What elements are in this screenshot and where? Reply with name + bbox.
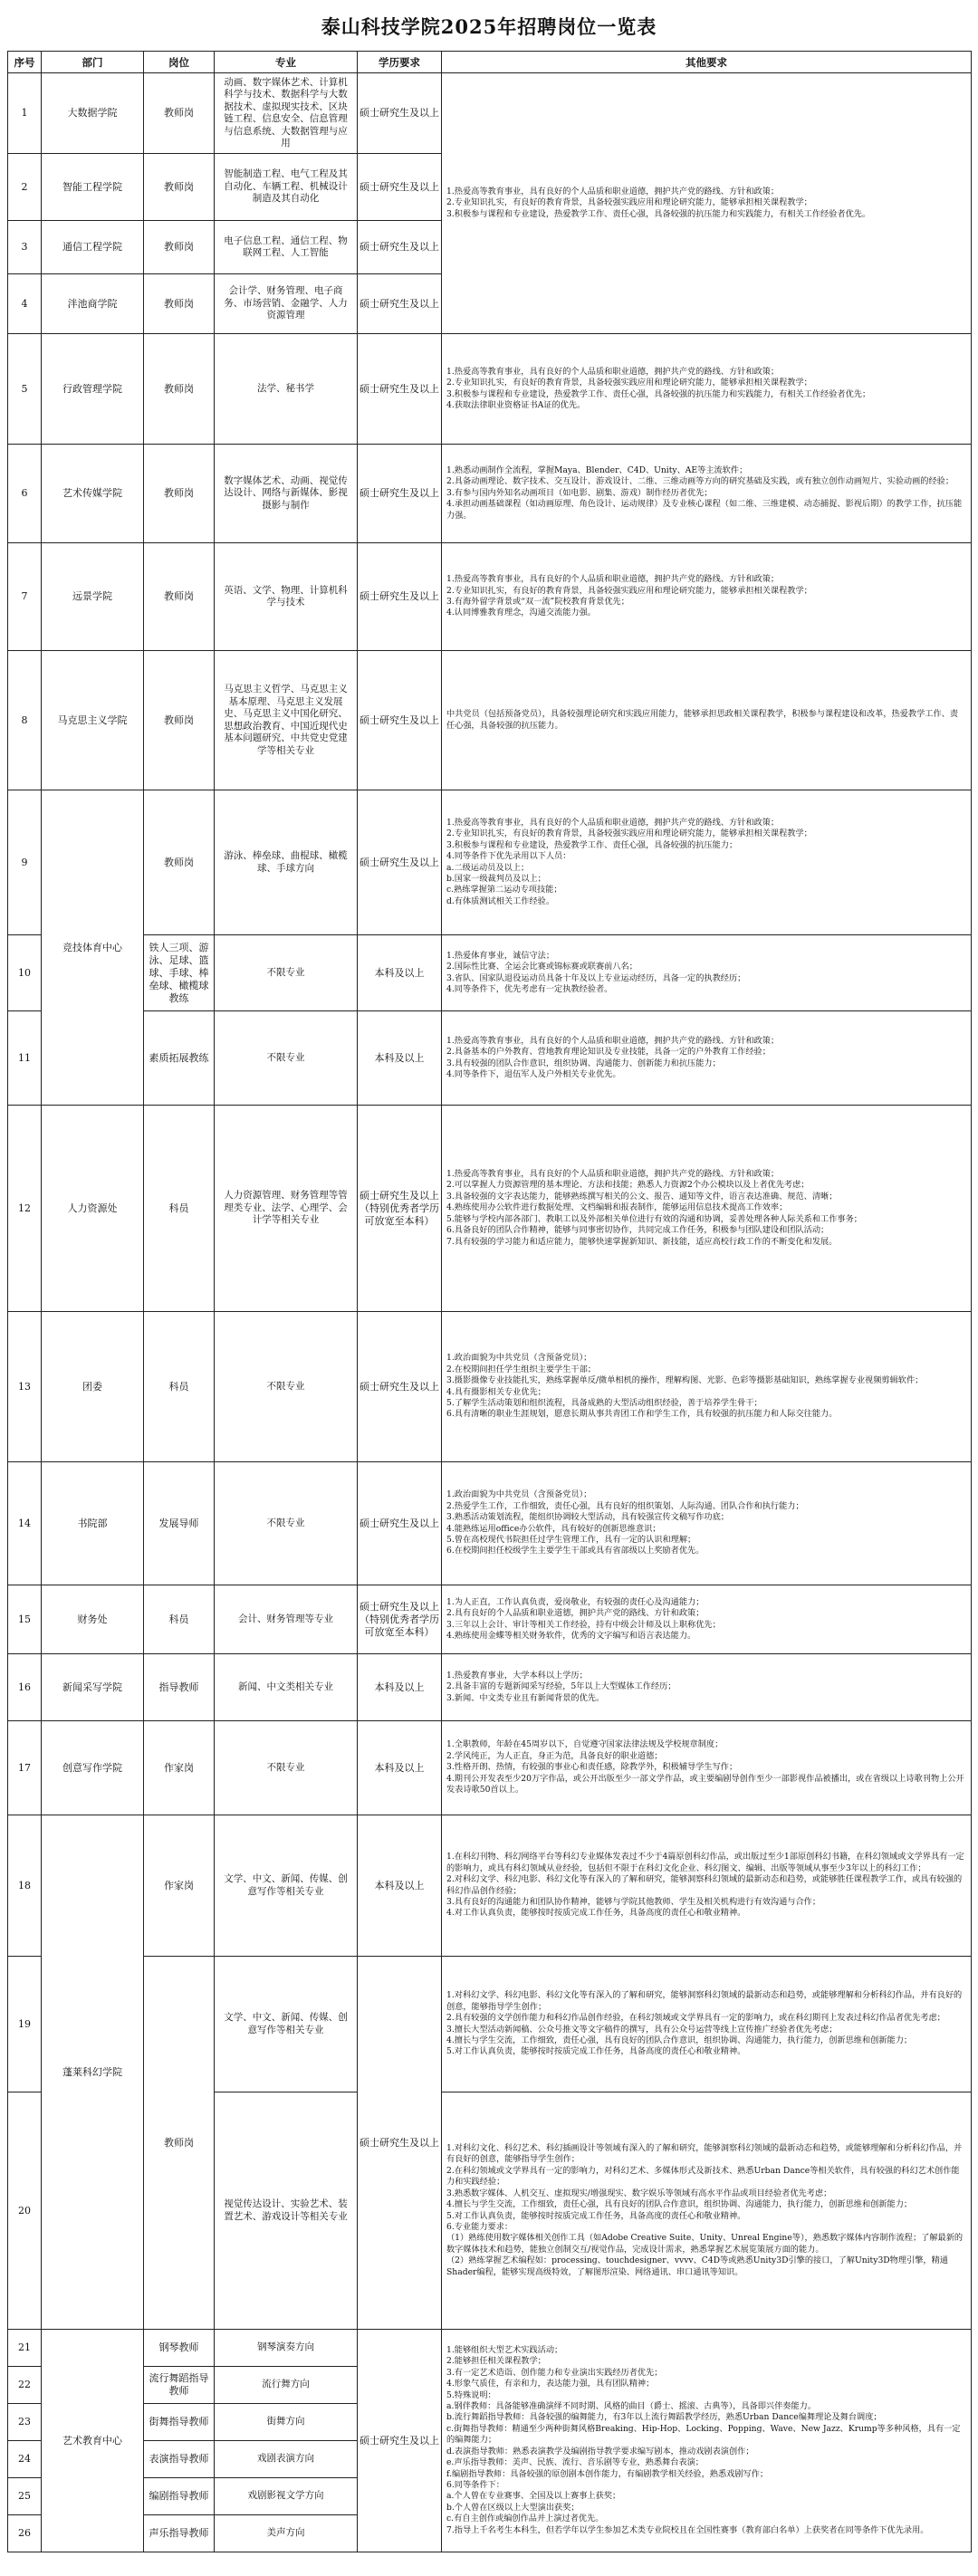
requirement-line: 1.政治面貌为中共党员（含预备党员）；	[446, 1353, 592, 1364]
cell-no: 13	[8, 1312, 42, 1462]
requirement-line: c.街舞指导教师：精通至少两种街舞风格Breaking、Hip-Hop、Locking、Popping、Wave、New Jazz、Krump等多种风格，具有一定的编舞能力；	[446, 2423, 961, 2446]
header-req: 其他要求	[442, 52, 972, 73]
table-row	[8, 73, 972, 154]
requirement-line: 中共党员（包括预备党员），具备较强理论研究和实践应用能力，能够承担思政相关课程教学，积极参与课程建设和改革，热爱教学工作、责任心强，具备较强的抗压能力。	[446, 709, 959, 731]
cell-edu: 硕士研究生及以上	[358, 543, 442, 651]
requirement-line: 3.有参与国内外知名动画项目（如电影、剧集、游戏）制作经历者优先；	[446, 487, 713, 498]
requirement-line: 2.专业知识扎实，有良好的教育背景，具备较强实践应用和理论研究能力，能够承担相关课程教学；	[446, 197, 812, 208]
cell-edu: 本科及以上	[358, 1654, 442, 1721]
requirement-line: a.个人曾在专业赛事、全国及以上赛事上获奖；	[446, 2491, 621, 2502]
cell-no: 5	[8, 334, 42, 445]
cell-post: 教师岗	[144, 790, 215, 935]
cell-dept: 蓬莱科幻学院	[42, 1815, 144, 2330]
requirement-line: 2.具备丰富的专题新闻采写经验，5年以上大型媒体工作经历；	[446, 1681, 676, 1692]
requirement-line: 1.热爱高等教育事业，具有良好的个人品质和职业道德，拥护共产党的路线、方针和政策；	[446, 366, 780, 377]
requirement-line: b.个人曾在区级以上大型演出获奖；	[446, 2502, 580, 2513]
cell-edu: 本科及以上	[358, 1815, 442, 1957]
requirement-line: 3.省队、国家队退役运动员具备十年及以上专业运动经历，具备一定的执教经历；	[446, 972, 746, 983]
table-row	[8, 935, 972, 1011]
requirement-line: 1.热爱高等教育事业，具有良好的个人品质和职业道德，拥护共产党的路线、方针和政策；	[446, 817, 780, 828]
table-row	[8, 651, 972, 790]
requirement-line: 3.熟悉数字媒体、人机交互、虚拟现实/增强现实、数字娱乐等领域有高水平作品或项目经验者优先考虑；	[446, 2188, 832, 2198]
cell-major: 英语、文学、物理、计算机科学与技术	[215, 543, 358, 651]
cell-req	[442, 1585, 972, 1654]
cell-req	[442, 1957, 972, 2092]
table-row	[8, 1654, 972, 1721]
cell-major: 文学、中文、新闻、传媒、创意写作等相关专业	[215, 1815, 358, 1957]
cell-req	[442, 73, 972, 334]
cell-edu: 硕士研究生及以上	[358, 221, 442, 274]
cell-req	[442, 1462, 972, 1585]
requirement-line: 1.热爱教育事业，大学本科以上学历；	[446, 1670, 588, 1681]
table-row	[8, 1721, 972, 1815]
cell-req	[442, 2330, 972, 2552]
cell-no: 21	[8, 2330, 42, 2367]
cell-dept: 财务处	[42, 1585, 144, 1654]
cell-no: 11	[8, 1011, 42, 1106]
cell-dept: 通信工程学院	[42, 221, 144, 274]
cell-major: 动画、数字媒体艺术、计算机科学与技术、数据科学与大数据技术、虚拟现实技术、区块链工程、信息安全、信息管理与信息系统、大数据管理与应用	[215, 73, 358, 154]
cell-no: 17	[8, 1721, 42, 1815]
cell-major: 会计学、财务管理、电子商务、市场营销、金融学、人力资源管理	[215, 274, 358, 334]
requirement-line: 4.同等条件下，退伍军人及户外相关专业优先。	[446, 1068, 621, 1079]
requirement-line: 5.能够与学校内部各部门、教职工以及外部相关单位进行有效的沟通和协调，妥善处理各种人际关系和工作事务；	[446, 1213, 862, 1224]
cell-post: 素质拓展教练	[144, 1011, 215, 1106]
cell-edu: 硕士研究生及以上	[358, 154, 442, 221]
table-header-row	[8, 52, 972, 73]
cell-post: 作家岗	[144, 1721, 215, 1815]
requirement-line: 6.同等条件下：	[446, 2479, 504, 2490]
requirement-line: 1.热爱高等教育事业，具有良好的个人品质和职业道德，拥护共产党的路线、方针和政策；	[446, 186, 780, 196]
cell-req	[442, 1721, 972, 1815]
requirement-line: 4.对工作认真负责，能够按时按质完成工作任务，具备高度的责任心和敬业精神。	[446, 1908, 746, 1919]
requirement-line: c.有自主创作或编创作品并上演过者优先。	[446, 2514, 604, 2524]
cell-post: 科员	[144, 1106, 215, 1312]
requirement-line: 6.在校期间担任校级学生主要学生干部或具有省部级以上奖励者优先。	[446, 1546, 705, 1556]
requirement-line: d.有体质测试相关工作经验。	[446, 895, 555, 906]
cell-post: 流行舞蹈指导教师	[144, 2367, 215, 2404]
cell-major: 会计、财务管理等专业	[215, 1585, 358, 1654]
requirement-line: 2.具有良好的个人品质和职业道德，拥护共产党的路线、方针和政策；	[446, 1608, 705, 1619]
requirement-line: 2.在科幻领域或文学界具有一定的影响力，对科幻艺术、多媒体形式及新技术、熟悉Urban Dance等相关软件，具有较强的科幻艺术创作能力和实践经验；	[446, 2165, 960, 2188]
cell-no: 16	[8, 1654, 42, 1721]
cell-dept: 大数据学院	[42, 73, 144, 154]
table-row	[8, 334, 972, 445]
cell-no: 23	[8, 2404, 42, 2441]
cell-req	[442, 543, 972, 651]
requirement-line: 5.对工作认真负责，能够按时按质完成工作任务，具备高度的责任心和敬业精神。	[446, 2210, 746, 2221]
table-row	[8, 1462, 972, 1585]
cell-no: 3	[8, 221, 42, 274]
requirement-line: 6.专业能力要求：	[446, 2221, 513, 2232]
requirement-line: 2.国际性比赛、全运会比赛或锦标赛或联赛前八名；	[446, 962, 638, 972]
cell-major: 不限专业	[215, 1462, 358, 1585]
cell-no: 2	[8, 154, 42, 221]
requirement-line: 3.积极参与课程和专业建设，热爱教学工作、责任心强，具备较强的抗压能力和实践能力，有相关工作经验者优先；	[446, 388, 871, 399]
cell-no: 8	[8, 651, 42, 790]
requirement-line: b.流行舞蹈指导教师：具备较强的编舞能力，有3年以上流行舞蹈教学经历，熟悉Urban Dance编舞理论及舞台调度；	[446, 2412, 882, 2423]
cell-dept: 艺术传媒学院	[42, 445, 144, 543]
requirement-line: 1.热爱高等教育事业，具有良好的个人品质和职业道德，拥护共产党的路线、方针和政策；	[446, 1035, 780, 1046]
cell-post: 编剧指导教师	[144, 2478, 215, 2515]
requirement-line: a.钢伴教师：具备能够准确演绎不同时期、风格的曲目（爵士、摇滚、古典等），具备即兴伴奏能力。	[446, 2401, 817, 2412]
cell-major: 马克思主义哲学、马克思主义基本原理、马克思主义发展史、马克思主义中国化研究、思想政治教育、中国近现代史基本问题研究、中共党史党建学等相关专业	[215, 651, 358, 790]
cell-post: 教师岗	[144, 274, 215, 334]
cell-dept: 团委	[42, 1312, 144, 1462]
requirement-line: e.声乐指导教师：美声、民族、流行、音乐剧等专业，熟悉舞台表演；	[446, 2457, 704, 2468]
requirement-line: 1.在科幻刊物、科幻网络平台等科幻专业媒体发表过不少于4篇原创科幻作品，或出版过至少1部原创科幻书籍，在科幻领域或文学界具有一定的影响力，或具有科幻领域从业经验，包括但不限于在科幻文化企业、科幻图文、编辑、出版等领域从事至少3年以上的科幻工作；	[446, 1852, 964, 1873]
cell-post: 教师岗	[144, 334, 215, 445]
requirement-line: 2.专业知识扎实，有良好的教育背景，具备较强实践应用和理论研究能力，能够承担相关课程教学；	[446, 828, 812, 839]
cell-major: 数字媒体艺术、动画、视觉传达设计、网络与新媒体、影视摄影与制作	[215, 445, 358, 543]
requirement-line: 3.积极参与课程和专业建设，热爱教学工作、责任心强，具备较强的抗压能力；	[446, 839, 738, 850]
cell-major: 法学、秘书学	[215, 334, 358, 445]
cell-no: 10	[8, 935, 42, 1011]
requirement-line: 4.获取法律职业资格证书A证的优先。	[446, 399, 586, 410]
cell-major: 智能制造工程、电气工程及其自动化、车辆工程、机械设计制造及其自动化	[215, 154, 358, 221]
requirement-line: 4.熟练使用办公软件进行数据处理、文档编辑和报表制作，能够运用信息技术提高工作效率；	[446, 1202, 788, 1213]
cell-no: 25	[8, 2478, 42, 2515]
cell-edu: 硕士研究生及以上	[358, 445, 442, 543]
requirement-line: 1.能够组织大型艺术实践活动；	[446, 2345, 563, 2356]
cell-major: 钢琴演奏方向	[215, 2330, 358, 2367]
table-row	[8, 790, 972, 935]
cell-no: 18	[8, 1815, 42, 1957]
requirement-line: 2.专业知识扎实，有良好的教育背景，具备较强实践应用和理论研究能力，能够承担相关课程教学；	[446, 378, 812, 388]
table-row	[8, 2330, 972, 2367]
requirement-line: 1.对科幻文学、科幻电影、科幻文化等有深入的了解和研究，能够洞察科幻领域的最新动态和趋势，或能够理解和分析科幻作品，并有良好的创意，能够指导学生创作；	[446, 1990, 963, 2012]
cell-dept: 行政管理学院	[42, 334, 144, 445]
cell-no: 14	[8, 1462, 42, 1585]
requirement-line: 2.具备动画理论、数字技术、交互设计、游戏设计、二维、三维动画等方向的研究基础及实践，或有独立创作动画短片、实验动画的经验；	[446, 476, 954, 487]
cell-post: 指导教师	[144, 1654, 215, 1721]
cell-req	[442, 935, 972, 1011]
cell-edu: 硕士研究生及以上	[358, 2330, 442, 2552]
requirement-line: 2.热爱学生工作，工作细致，责任心强，具有良好的组织策划、人际沟通、团队合作和执行能力；	[446, 1500, 804, 1511]
cell-post: 教师岗	[144, 651, 215, 790]
cell-major: 视觉传达设计、实验艺术、装置艺术、游戏设计等相关专业	[215, 2092, 358, 2330]
cell-edu: 硕士研究生及以上	[358, 1957, 442, 2330]
table-row	[8, 1011, 972, 1106]
cell-post: 铁人三项、游泳、足球、篮球、手球、棒垒球、橄榄球教练	[144, 935, 215, 1011]
cell-dept: 创意写作学院	[42, 1721, 144, 1815]
requirement-line: 3.擅长大型活动新闻稿、公众号推文等文字稿件的撰写，具有公众号运营等线上宣传推广经验者优先考虑；	[446, 2024, 838, 2035]
requirement-line: 4.擅长与学生交流，工作细致，责任心强，具有良好的团队合作意识，组织协调、沟通能力，执行能力，创新思维和创新能力；	[446, 2199, 913, 2210]
cell-req	[442, 334, 972, 445]
requirement-line: 5.特殊说明：	[446, 2389, 496, 2400]
cell-post: 教师岗	[144, 445, 215, 543]
cell-no: 12	[8, 1106, 42, 1312]
table-row	[8, 1312, 972, 1462]
cell-dept: 新闻采写学院	[42, 1654, 144, 1721]
requirement-line: 1.热爱高等教育事业，具有良好的个人品质和职业道德，拥护共产党的路线、方针和政策；	[446, 1169, 780, 1180]
cell-major: 不限专业	[215, 1312, 358, 1462]
cell-no: 7	[8, 543, 42, 651]
cell-req	[442, 1815, 972, 1957]
requirement-line: 1.政治面貌为中共党员（含预备党员）；	[446, 1489, 592, 1500]
requirement-line: 1.熟悉动画制作全流程，掌握Maya、Blender、C4D、Unity、AE等主流软件；	[446, 464, 748, 475]
table-row	[8, 1815, 972, 1957]
requirement-line: 1.对科幻文化、科幻艺术、科幻插画设计等领域有深入的了解和研究，能够洞察科幻领域的最新动态和趋势，或能够理解和分析科幻作品，并有良好的创意，能够指导学生创作；	[446, 2143, 963, 2165]
cell-edu: 硕士研究生及以上	[358, 790, 442, 935]
cell-post: 表演指导教师	[144, 2441, 215, 2478]
cell-no: 15	[8, 1585, 42, 1654]
cell-post: 教师岗	[144, 1957, 215, 2330]
requirement-line: 2.在校期间担任学生组织主要学生干部；	[446, 1364, 596, 1374]
cell-edu: 硕士研究生及以上	[358, 1312, 442, 1462]
requirement-line: 2.能够担任相关课程教学；	[446, 2356, 546, 2367]
cell-post: 教师岗	[144, 154, 215, 221]
requirement-line: 4.同等条件下优先录用以下人员：	[446, 851, 571, 862]
cell-req	[442, 1654, 972, 1721]
requirement-line: 1.热爱高等教育事业，具有良好的个人品质和职业道德，拥护共产党的路线、方针和政策；	[446, 574, 780, 585]
cell-edu: 本科及以上	[358, 935, 442, 1011]
requirement-line: 7.具有较强的学习能力和适应能力，能够快速掌握新知识、新技能，适应高校行政工作的不断变化和发展。	[446, 1236, 838, 1247]
cell-no: 24	[8, 2441, 42, 2478]
cell-req	[442, 1011, 972, 1106]
cell-edu: 硕士研究生及以上（特别优秀者学历可放宽至本科）	[358, 1106, 442, 1312]
cell-no: 4	[8, 274, 42, 334]
cell-major: 不限专业	[215, 935, 358, 1011]
cell-dept: 人力资源处	[42, 1106, 144, 1312]
requirement-line: 4.认同博雅教育理念，沟通交流能力强。	[446, 608, 596, 618]
requirement-line: 3.具备较强的文字表达能力，能够熟练撰写相关的公文、报告、通知等文件，语言表达准确、规范、清晰；	[446, 1191, 838, 1202]
cell-edu: 硕士研究生及以上	[358, 1462, 442, 1585]
cell-post: 教师岗	[144, 221, 215, 274]
cell-no: 22	[8, 2367, 42, 2404]
requirement-line: 1.为人正直，工作认真负责，爱岗敬业，有较强的责任心及沟通能力；	[446, 1596, 705, 1607]
cell-edu: 硕士研究生及以上	[358, 651, 442, 790]
requirement-line: 1.热爱体育事业，诚信守法；	[446, 950, 555, 961]
cell-edu: 本科及以上	[358, 1011, 442, 1106]
requirement-line: f.编剧指导教师：具备较强的原创剧本创作能力，有编剧教学相关经验，熟悉戏剧写作；	[446, 2468, 769, 2479]
cell-edu: 硕士研究生及以上（特别优秀者学历可放宽至本科）	[358, 1585, 442, 1654]
table-row	[8, 543, 972, 651]
header-no: 序号	[8, 52, 42, 73]
cell-req	[442, 651, 972, 790]
cell-edu: 硕士研究生及以上	[358, 334, 442, 445]
requirement-line: 2.可以掌握人力资源管理的基本理论、方法和技能；熟悉人力资源2个办公模块以及上者优先考虑；	[446, 1180, 810, 1191]
requirement-line: b.国家一级裁判员及以上；	[446, 873, 546, 884]
requirement-line: 1.全职教师，年龄在45周岁以下，自觉遵守国家法律法规及学校规章制度；	[446, 1739, 724, 1750]
cell-dept: 竞技体育中心	[42, 790, 144, 1106]
table-row	[8, 1957, 972, 2092]
requirement-line: c.熟练掌握第二运动专项技能；	[446, 885, 562, 895]
cell-edu: 本科及以上	[358, 1721, 442, 1815]
header-post: 岗位	[144, 52, 215, 73]
requirement-line: 3.具有较强的团队合作意识，组织协调、沟通能力、创新能力和抗压能力；	[446, 1058, 721, 1068]
requirement-line: （1）熟练使用数字媒体相关创作工具（如Adobe Creative Suite、Unity、Unreal Engine等），熟悉数字媒体内容制作流程；了解最新的数字媒体技术和趋势，能独立创制交互/视觉作品，完成设计需求，熟悉掌握艺术展览策展方面的能力。	[446, 2233, 964, 2255]
cell-req	[442, 2092, 972, 2330]
requirement-line: （2）熟练掌握艺术编程如：processing、touchdesigner、vvvv、C4D等或熟悉Unity3D引擎的接口，了解Unity3D物理引擎，精通Shader编程，能够实现高级特效，了解图形渲染、网络通讯、串口通讯等知识。	[446, 2255, 948, 2277]
cell-edu: 硕士研究生及以上	[358, 274, 442, 334]
cell-post: 教师岗	[144, 73, 215, 154]
cell-edu: 硕士研究生及以上	[358, 73, 442, 154]
cell-major: 游泳、棒垒球、曲棍球、橄榄球、手球方向	[215, 790, 358, 935]
requirement-line: d.表演指导教师：熟悉表演教学及编剧指导教学要求编写剧本，推动戏剧表演创作；	[446, 2446, 754, 2456]
requirement-line: 4.期刊公开发表至少20万字作品，或公开出版至少一部文学作品，或主要编剧导创作至少一部影视作品被播出，或在省级以上诗歌刊物上公开发表诗歌50首以上。	[446, 1773, 964, 1796]
cell-major: 不限专业	[215, 1721, 358, 1815]
requirement-line: 3.具有良好的沟通能力和团队协作精神，能够与学院其他教师、学生及相关机构进行有效沟通与合作；	[446, 1896, 821, 1907]
requirement-line: 4.形象气质佳，有亲和力，表达能力强，具有团队精神；	[446, 2379, 655, 2389]
requirement-line: 3.熟悉活动策划流程，能组织协调较大型活动，具有较强宣传文稿写作功底；	[446, 1512, 729, 1523]
requirement-line: 3.积极参与课程和专业建设，热爱教学工作、责任心强，具备较强的抗压能力和实践能力，有相关工作经验者优先。	[446, 208, 871, 219]
table-row	[8, 1106, 972, 1312]
cell-dept: 智能工程学院	[42, 154, 144, 221]
cell-req	[442, 445, 972, 543]
cell-major: 戏剧表演方向	[215, 2441, 358, 2478]
cell-req	[442, 790, 972, 935]
requirement-line: 3.三年以上会计、审计等相关工作经验，持有中级会计师及以上职称优先；	[446, 1619, 721, 1630]
cell-major: 街舞方向	[215, 2404, 358, 2441]
requirement-line: 3.有海外留学背景或“双一流”院校教育背景优先；	[446, 597, 629, 607]
requirement-line: 2.具有较强的文学创作能力和科幻作品创作经验，在科幻领域或文学界具有一定的影响力，或在科幻期刊上发表过科幻作品者优先考虑；	[446, 2013, 945, 2024]
requirement-line: 4.同等条件下，优先考虑有一定执教经验者。	[446, 983, 613, 994]
cell-req	[442, 1106, 972, 1312]
requirement-line: 4.承担动画基础课程（如动画原理、角色设计、运动规律）及专业核心课程（如二维、三维建模、动态捕捉、影视后期）的教学工作，抗压能力强。	[446, 499, 963, 521]
requirement-line: 3.性格开朗、热情，有较强的事业心和责任感，除教学外，积极辅导学生写作；	[446, 1762, 738, 1773]
cell-no: 19	[8, 1957, 42, 2092]
requirement-line: 4.能熟练运用office办公软件，具有较好的创新思维意识；	[446, 1523, 661, 1534]
cell-post: 科员	[144, 1585, 215, 1654]
cell-major: 文学、中文、新闻、传媒、创意写作等相关专业	[215, 1957, 358, 2092]
cell-dept: 远景学院	[42, 543, 144, 651]
header-major: 专业	[215, 52, 358, 73]
requirement-line: 3.新闻、中文类专业且有新闻背景的优先。	[446, 1692, 605, 1703]
requirement-line: 2.专业知识扎实，有良好的教育背景，具备较强实践应用和理论研究能力，能够承担相关课程教学；	[446, 585, 812, 596]
requirement-line: 5.对工作认真负责，能够按时按质完成工作任务，具备高度的责任心和敬业精神。	[446, 2046, 746, 2057]
requirement-line: 7.指导上千名考生本科生，但若学年以学生参加艺术类专业院校且在全国性赛事（教育部白名单）上获奖者在同等条件下优先录用。	[446, 2524, 929, 2535]
cell-post: 科员	[144, 1312, 215, 1462]
requirement-line: 2.学风纯正，为人正直，身正为范，具备良好的职业道德；	[446, 1750, 663, 1761]
cell-req	[442, 1312, 972, 1462]
page-title: 泰山科技学院2025年招聘岗位一览表	[321, 15, 657, 38]
header-dept: 部门	[42, 52, 144, 73]
cell-no: 6	[8, 445, 42, 543]
cell-no: 20	[8, 2092, 42, 2330]
cell-dept: 泮池商学院	[42, 274, 144, 334]
cell-post: 街舞指导教师	[144, 2404, 215, 2441]
cell-major: 戏剧影视文学方向	[215, 2478, 358, 2515]
requirement-line: 4.擅长与学生交流，工作细致，责任心强，具有良好的团队合作意识，组织协调、沟通能力，执行能力，创新思维和创新能力；	[446, 2035, 913, 2045]
cell-post: 钢琴教师	[144, 2330, 215, 2367]
requirement-line: 5.了解学生活动策划和组织流程，具备成熟的大型活动组织经验，善于培养学生骨干；	[446, 1397, 762, 1408]
cell-post: 声乐指导教师	[144, 2515, 215, 2552]
recruitment-table	[7, 51, 972, 2552]
cell-major: 新闻、中文类相关专业	[215, 1654, 358, 1721]
table-row	[8, 1585, 972, 1654]
requirement-line: 4.具有摄影相关专业优先；	[446, 1386, 546, 1397]
requirement-line: a.二级运动员及以上；	[446, 862, 530, 873]
requirement-line: 6.具有清晰的职业生涯规划，愿意长期从事共青团工作和学生工作，具有较强的抗压能力和人际交往能力。	[446, 1409, 838, 1420]
cell-post: 教师岗	[144, 543, 215, 651]
cell-no: 9	[8, 790, 42, 935]
cell-major: 美声方向	[215, 2515, 358, 2552]
cell-major: 流行舞方向	[215, 2367, 358, 2404]
cell-no: 1	[8, 73, 42, 154]
requirement-line: 5.曾在高校现代书院担任过学生管理工作，具有一定的认识和理解；	[446, 1534, 696, 1545]
cell-major: 电子信息工程、通信工程、物联网工程、人工智能	[215, 221, 358, 274]
cell-dept: 书院部	[42, 1462, 144, 1585]
requirement-line: 2.具备基本的户外教育、营地教育理论知识及专业技能，具备一定的户外教育工作经验；	[446, 1047, 771, 1058]
cell-post: 作家岗	[144, 1815, 215, 1957]
cell-dept: 艺术教育中心	[42, 2330, 144, 2552]
requirement-line: 4.熟练使用金蝶等相关财务软件，优秀的文字编写和语言表达能力。	[446, 1630, 696, 1641]
requirement-line: 6.具备良好的团队合作精神，能够与同事密切协作，共同完成工作任务，积极参与团队建设和团队活动；	[446, 1225, 829, 1236]
requirement-line: 3.摄影摄像专业技能扎实，熟练掌握单反/微单相机的操作，理解构图、光影、色彩等摄影基础知识，熟练掌握专业视频剪辑软件；	[446, 1375, 924, 1386]
requirement-line: 3.有一定艺术造诣、创作能力和专业演出实践经历者优先；	[446, 2367, 663, 2378]
requirement-line: 2.对科幻文学、科幻电影、科幻文化等有深入的了解和研究，能够洞察科幻领域的最新动态和趋势，或能够胜任课程教学工作，或具有较强的科幻作品创作经验；	[446, 1874, 963, 1896]
table-row	[8, 445, 972, 543]
cell-major: 不限专业	[215, 1011, 358, 1106]
cell-major: 人力资源管理、财务管理等管理类专业、法学、心理学、会计学等相关专业	[215, 1106, 358, 1312]
cell-post: 发展导师	[144, 1462, 215, 1585]
cell-no: 26	[8, 2515, 42, 2552]
header-edu: 学历要求	[358, 52, 442, 73]
cell-dept: 马克思主义学院	[42, 651, 144, 790]
